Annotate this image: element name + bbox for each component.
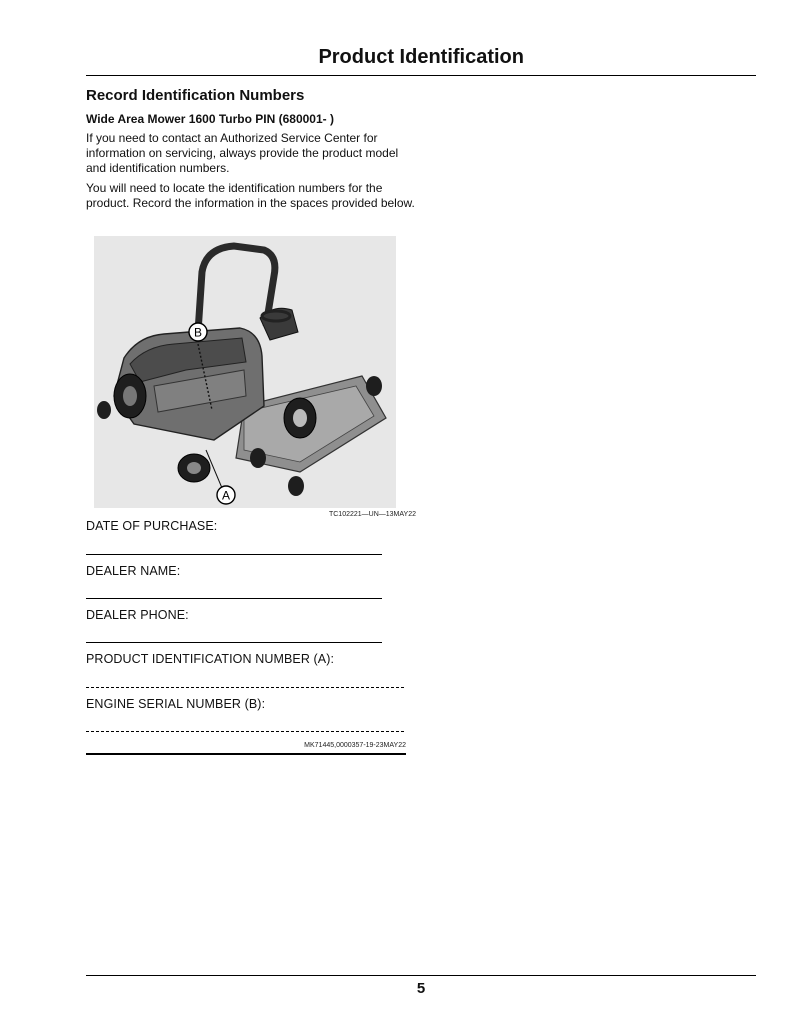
title-divider (86, 75, 756, 76)
caster-wheel-1 (250, 448, 266, 468)
caster-wheel-2 (288, 476, 304, 496)
footer-divider (86, 975, 756, 976)
callout-label-a: A (221, 488, 231, 503)
engine-serial-label: ENGINE SERIAL NUMBER (B): (86, 697, 266, 711)
section-heading: Record Identification Numbers (86, 87, 305, 104)
instruction-paragraph: You will need to locate the identification numbers for the product. Record the information in the spaces provided below. (86, 181, 415, 210)
pin-label: PRODUCT IDENTIFICATION NUMBER (A): (86, 652, 335, 666)
mower-figure (94, 236, 396, 508)
page-number: 5 (416, 980, 426, 997)
section-end-rule (86, 753, 406, 755)
date-of-purchase-line[interactable] (86, 554, 382, 555)
dealer-name-label: DEALER NAME: (86, 564, 181, 578)
front-hub-left (187, 462, 201, 474)
mower-illustration (94, 236, 396, 508)
date-of-purchase-label: DATE OF PURCHASE: (86, 519, 218, 533)
dealer-name-line[interactable] (86, 598, 382, 599)
engine-serial-line[interactable] (86, 731, 404, 732)
figure-code: TC102221—UN—13MAY22 (328, 511, 416, 518)
dealer-phone-label: DEALER PHONE: (86, 608, 189, 622)
model-subheading: Wide Area Mower 1600 Turbo PIN (680001- ) (86, 112, 334, 126)
caster-wheel-3 (366, 376, 382, 396)
dealer-phone-line[interactable] (86, 642, 382, 643)
intro-paragraph: If you need to contact an Authorized Service Center for information on servicing, always provide the product model and identification numbers. (86, 131, 399, 175)
rear-hub-left (123, 386, 137, 406)
caster-wheel-4 (97, 401, 111, 419)
callout-label-b: B (193, 325, 203, 340)
pin-line[interactable] (86, 687, 404, 688)
drive-hub-right (293, 409, 307, 427)
page-title: Product Identification (318, 46, 524, 68)
reference-code: MK71445,0000357-19-23MAY22 (304, 742, 406, 749)
